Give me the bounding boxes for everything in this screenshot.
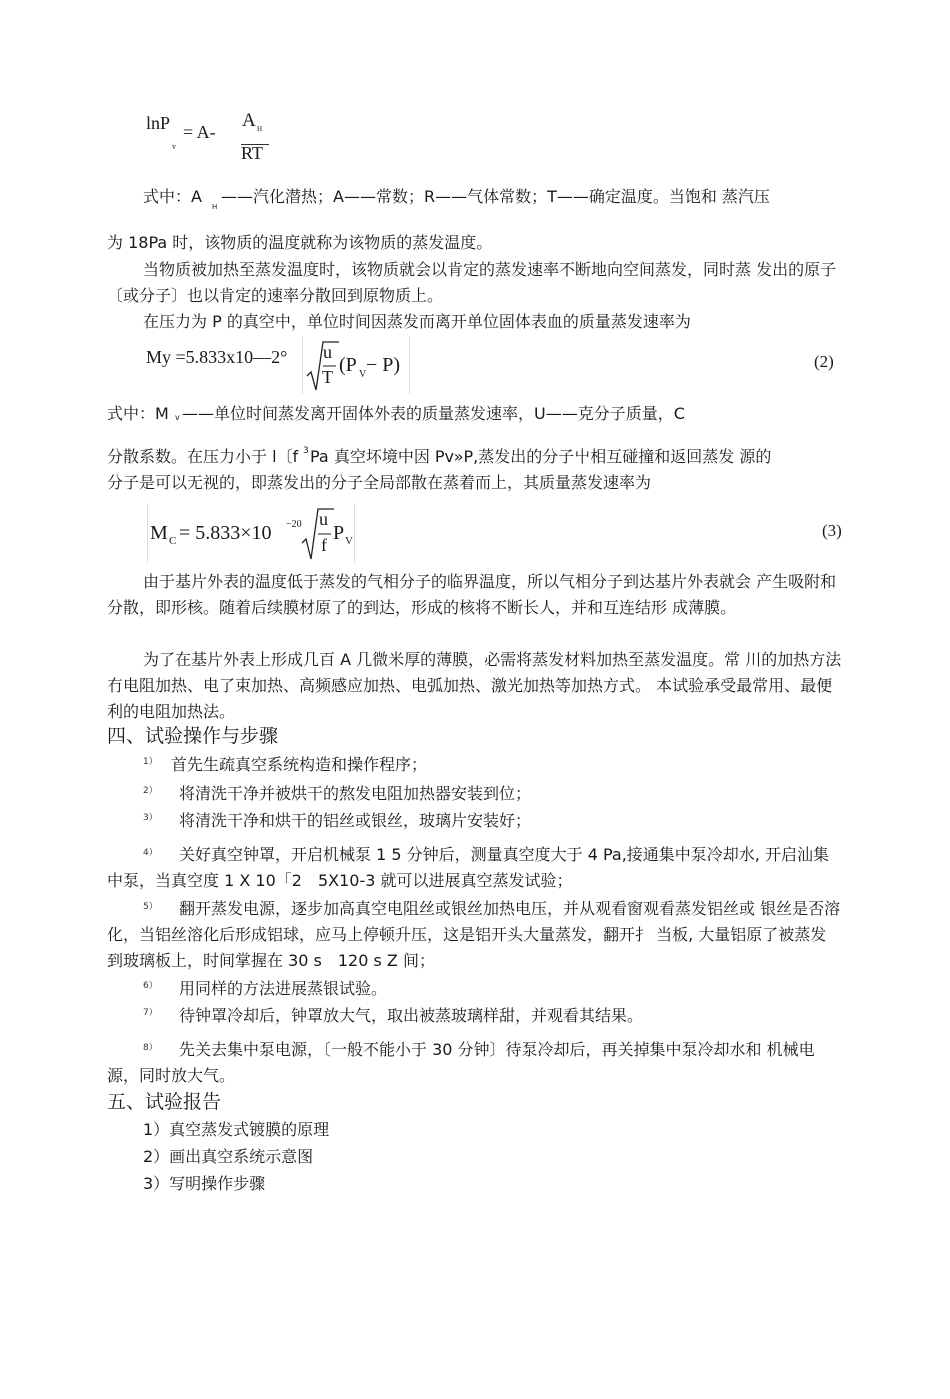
paragraph-4: 为了在基片外表上形成几百 A 几微米厚的薄膜，必需将蒸发材料加热至蒸发温度。常 川的加热方法冇电阻加热、电了束加热、高频感应加热、电弧加热、激光加热等加热方式。 本试验承受最常用、最便利的电阻加热法。 — [107, 650, 842, 721]
step-text: 将清洗干净和烘干的铝丝或银丝，玻璃片安装好； — [179, 811, 532, 830]
report-item: 2）画出真空系统示意图 — [143, 1147, 314, 1166]
formula-2-image-box — [302, 336, 410, 394]
step-number: 3） — [143, 813, 158, 823]
report-item: 3）写明操作步骤 — [143, 1174, 266, 1193]
legend-1-continuation: 为 18Pa 时，该物质的温度就称为该物质的蒸发温度。 — [107, 233, 493, 252]
step-number: 7） — [143, 1008, 158, 1018]
formula-1-lhs: lnP — [146, 113, 171, 133]
legend-2-line-1: 式中：M — [107, 404, 169, 423]
formula-1-lhs-sub: v — [172, 142, 176, 151]
step-text: 关好真空钟罩，开启机械泵 1 5 分钟后，测量真空度大于 4 Pa,接通集中泵冷却水, 开启汕集中泵，当真空度 1 X 10「2 5X10-3 就可以进展真空蒸发试验； — [107, 845, 829, 890]
formula-3-denominator: f — [321, 535, 327, 555]
formula-3-exponent: −20 — [286, 519, 302, 530]
formula-2-paren: (P — [339, 354, 357, 376]
formula-2-numerator: u — [323, 342, 332, 362]
legend-2-line-2: 分散系数。在压力小于 l〔f — [107, 447, 299, 466]
formula-2-paren-rest: − P) — [366, 354, 401, 376]
formula-3-image-box — [147, 503, 355, 563]
formula-2-lhs: My =5.833x10—2° — [146, 347, 288, 367]
legend-1-text: ——汽化潜热；A——常数；R——气体常数；T——确定温度。当饱和 蒸汽压 — [221, 187, 770, 206]
paragraph-2: 在压力为 P 的真空中，单位时间因蒸发而离开单位固体表血的质量蒸发速率为 — [143, 312, 691, 331]
section-4-heading: 四、试验操作与步骤 — [107, 725, 279, 747]
legend-1-prefix-sub: H — [212, 203, 218, 211]
step-text: 翻开蒸发电源，逐步加高真空电阻丝或银丝加热电压，并从观看窗观看蒸发铝丝或 银丝是否溶化，当铝丝溶化后形成铝球，应马上停顿升压，这是铝开头大量蒸发，翻开扌 当板, 大量铝原了被蒸发到玻璃板上，时间掌握在 30 s 120 s Z 间； — [107, 899, 841, 970]
legend-2-line-3: 分子是可以无视的，即蒸发出的分子全局部散在蒸着而上，其质量蒸发速率为 — [107, 473, 652, 492]
legend-2-line-1-rest: ——单位时间蒸发离开固体外表的质量蒸发速率，U——克分子质量，C — [182, 404, 685, 423]
formula-3-rhs: P — [333, 522, 345, 544]
step-number: 6） — [143, 981, 158, 991]
formula-3-lhs: M — [150, 522, 168, 544]
formula-3-label: (3) — [822, 521, 842, 540]
step-text: 待钟罩冷却后，钟罩放大气，取出被蒸玻璃样甜，并观看其结果。 — [179, 1006, 644, 1025]
report-item: 1）真空蒸发式镀膜的原理 — [143, 1120, 330, 1139]
formula-1-numerator: A — [242, 110, 256, 131]
legend-2-line-2-sup: 3 — [303, 446, 309, 456]
step-number: 2） — [143, 786, 158, 796]
step-text: 先关去集中泵电源，〔一般不能小于 30 分钟〕待泵冷却后，再关掉集中泵冷却水和 机械电源，同时放大气。 — [107, 1040, 815, 1085]
formula-1-denominator: RT — [241, 143, 263, 163]
formula-2-label: (2) — [814, 352, 834, 371]
formula-3-equals: = 5.833×10 — [179, 522, 272, 544]
step-text: 用同样的方法进展蒸银试验。 — [179, 979, 388, 998]
formula-1-numerator-sub: H — [257, 125, 263, 133]
formula-3-rhs-sub: V — [345, 535, 353, 547]
legend-2-line-1-sub: v — [175, 413, 180, 422]
legend-2-line-2-rest: Pa 真空坏境中因 Pv»P,蒸发出的分子屮相互碰撞和返回蒸发 源的 — [310, 447, 772, 466]
formula-3-numerator: u — [319, 509, 328, 529]
step-number: 4） — [143, 848, 158, 858]
formula-2-denominator: T — [322, 367, 333, 387]
formula-3-lhs-sub: C — [169, 535, 177, 547]
legend-1-prefix: 式中：A — [143, 187, 202, 206]
step-number: 1） — [143, 757, 158, 767]
paragraph-1: 当物质被加热至蒸发温度时，该物质就会以肯定的蒸发速率不断地向空间蒸发，同时蒸 发出的原子〔或分子〕也以肯定的速率分散回到原物质上。 — [107, 260, 837, 305]
paragraph-3: 由于基片外表的温度低于蒸发的气相分子的临界温度，所以气相分子到达基片外表就会 产生吸附和分散，即形核。随着后续膜材原了的到达，形成的核将不断长人，并和互连结形 成薄膜。 — [107, 572, 837, 617]
step-number: 8） — [143, 1043, 158, 1053]
step-number: 5） — [143, 902, 158, 912]
formula-1-equals: = A- — [183, 122, 216, 142]
step-text: 首先生疏真空系统构造和操作程序； — [171, 755, 428, 774]
formula-2-paren-sub: V — [359, 369, 367, 380]
section-5-heading: 五、试验报告 — [107, 1091, 222, 1113]
step-text: 将清洗干净并被烘干的熬发电阻加热器安装到位； — [179, 784, 532, 803]
